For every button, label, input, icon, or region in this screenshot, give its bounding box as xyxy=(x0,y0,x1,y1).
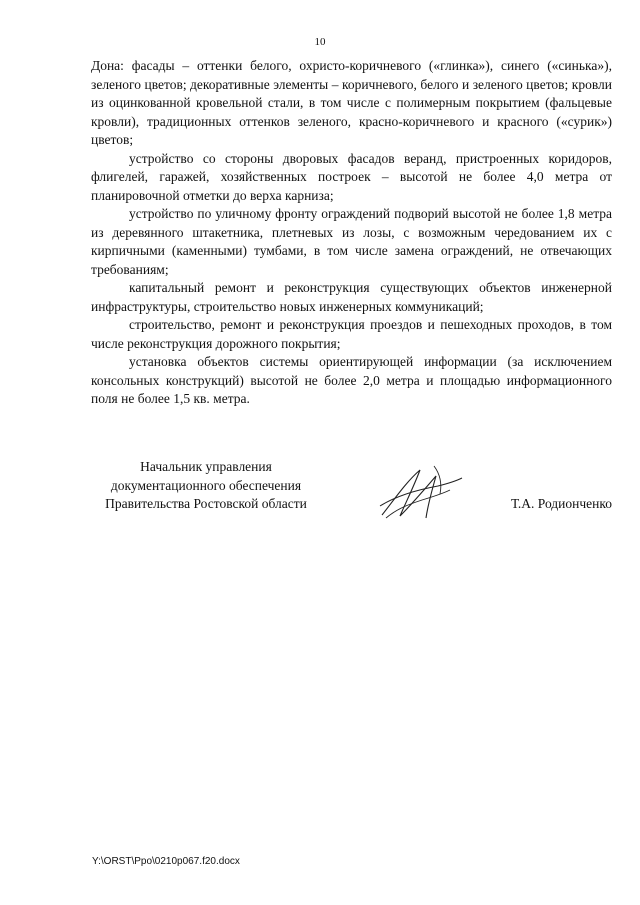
signatory-title-line: Начальник управления xyxy=(140,459,272,474)
handwritten-signature xyxy=(376,460,468,522)
signatory-title-line: Правительства Ростовской области xyxy=(105,496,307,511)
page-number: 10 xyxy=(314,36,326,48)
signatory-name: Т.А. Родионченко xyxy=(511,496,612,511)
paragraph: установка объектов системы ориентирующей информации (за исключением консольных конструкций) высотой не более 2,0 метра и площадью информационного поля не более 1,5 кв. метра. xyxy=(91,354,612,406)
paragraph: капитальный ремонт и реконструкция существующих объектов инженерной инфраструктуры, строительство новых инженерных коммуникаций; xyxy=(91,280,612,314)
file-path-footer: Y:\ORST\Ppo\0210p067.f20.docx xyxy=(92,856,240,867)
paragraph: устройство по уличному фронту ограждений подворий высотой не более 1,8 метра из деревянного штакетника, плетневых из лозы, с возможным чередованием их с кирпичными (каменными) тумбами, в том числе замена ограждений, не отвечающих требованиям; xyxy=(91,206,612,277)
signatory-title-line: документационного обеспечения xyxy=(110,477,302,493)
signatory-title xyxy=(91,458,321,514)
body-text xyxy=(91,57,612,409)
paragraph: Дона: фасады – оттенки белого, охристо-коричневого («глинка»), синего («синька»), зеленого цветов; декоративные элементы – коричневого, белого и зеленого цветов; кровли из оцинкованной кровельной стали, в том числе с полимерным покрытием (фальцевые кровли), традиционных оттенков зеленого, красно-коричневого и красного («сурик») цветов; xyxy=(91,58,612,147)
signature-block xyxy=(91,458,612,528)
paragraph: устройство со стороны дворовых фасадов веранд, пристроенных коридоров, флигелей, гаражей, хозяйственных построек – высотой не более 4,0 метра от планировочной отметки до верха карниза; xyxy=(91,150,612,203)
paragraph: строительство, ремонт и реконструкция проездов и пешеходных проходов, в том числе реконструкция дорожного покрытия; xyxy=(91,317,612,351)
